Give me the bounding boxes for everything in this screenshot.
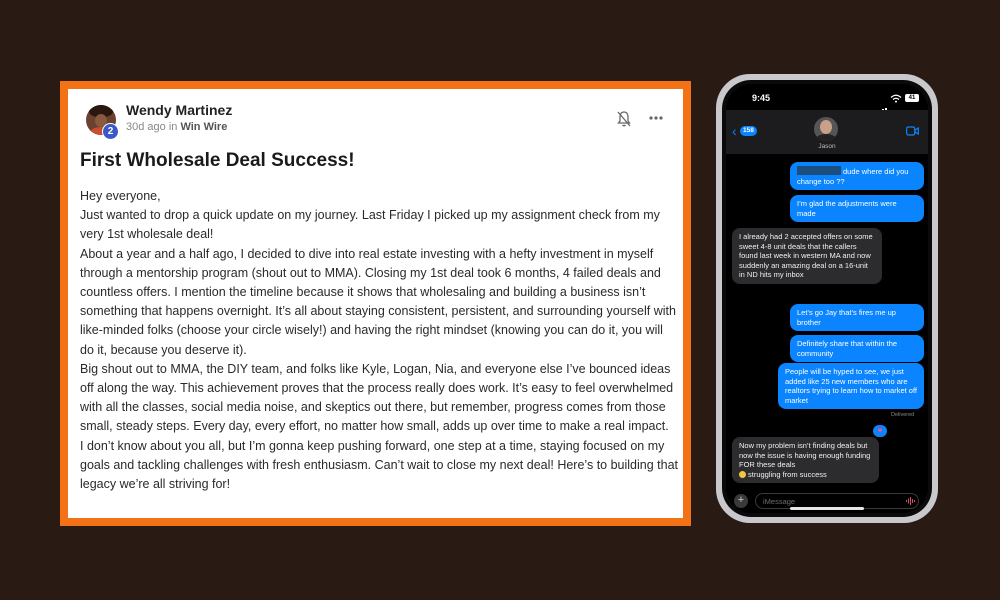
plus-icon[interactable]: +	[734, 494, 748, 508]
level-badge: 2	[102, 123, 119, 140]
more-icon[interactable]	[648, 113, 664, 123]
wifi-icon	[890, 94, 902, 103]
home-indicator	[790, 507, 864, 510]
redacted-name	[797, 166, 841, 175]
post-paragraph: I don’t know about you all, but I’m gonna keep pushing forward, one step at a time, staying focused on my goals and tackling challenges with fresh enthusiasm. Can’t wait to close my next deal! Here’s to building that legacy we’re all striving for!	[80, 438, 679, 492]
post-paragraph: Just wanted to drop a quick update on my journey. Last Friday I picked up my assignment check from my very 1st wholesale deal!	[80, 208, 660, 242]
message-bubble[interactable]: I already had 2 accepted offers on some sweet 4-8 unit deals that the callers found last week in western MA and now suddenly an amazing deal on a 16-unit in ND hits my inbox	[732, 228, 882, 284]
phone-screen	[726, 84, 928, 513]
message-bubble[interactable]: dude where did you change too ??	[790, 162, 924, 190]
post-paragraph: Big shout out to MMA, the DIY team, and folks like Kyle, Logan, Nia, and everyone else I’ve bounced ideas off along the way. This achievement proves that the process really does work. It’s easy to feel overwhelmed with all the classes, social media noise, and skeptics out there, but remember, progress comes from those small, steady steps. Every day, every effort, no matter how small, adds up over time to make a real impact.	[80, 361, 674, 434]
post-card-frame	[60, 81, 691, 526]
emoji-icon	[739, 471, 746, 478]
status-time: 9:45	[752, 93, 771, 103]
post-paragraph: Hey everyone,	[80, 189, 161, 203]
post-card	[68, 89, 683, 518]
delivered-label: Delivered	[891, 412, 915, 418]
conversation-header	[726, 110, 928, 154]
post-meta	[126, 121, 227, 133]
post-paragraph: About a year and a half ago, I decided to dive into real estate investing with a hefty investment in myself through a mentorship program (shout out to MMA). Closing my 1st deal took 6 months, 4 failed deals and countless offers. I mention the timeline because it shows that wholesaling and building a business isn’t something that happens overnight. It’s all about staying consistent, persistent, and surrounding yourself with like-minded folks (choose your circle wisely!) and having the right mindset (knowing you can do it, you will do it, because you deserve it).	[80, 246, 676, 357]
unread-count-badge[interactable]: 158	[740, 126, 757, 136]
contact-avatar[interactable]	[814, 117, 838, 141]
audio-icon[interactable]	[906, 497, 916, 505]
author-name[interactable]: Wendy Martinez	[126, 102, 233, 118]
back-chevron-icon[interactable]: ‹	[732, 123, 737, 139]
message-bubble[interactable]: I’m glad the adjustments were made	[790, 195, 924, 222]
phone-bezel	[722, 80, 932, 517]
post-title: First Wholesale Deal Success!	[80, 150, 355, 171]
time-ago: 30d ago in	[126, 121, 178, 133]
message-bubble[interactable]: Let’s go Jay that’s fires me up brother	[790, 304, 924, 331]
battery-icon: 41	[905, 94, 919, 102]
contact-name[interactable]: Jason	[818, 143, 836, 150]
heart-icon[interactable]: ♥	[873, 425, 887, 437]
bell-icon[interactable]	[616, 110, 632, 128]
message-bubble[interactable]: People will be hyped to see, we just added like 25 new members who are realtors trying to learn how to market off market	[778, 363, 924, 409]
video-icon[interactable]	[906, 126, 919, 136]
message-bubble[interactable]: Definitely share that within the community	[790, 335, 924, 362]
status-icons	[876, 93, 920, 103]
post-body	[80, 187, 678, 494]
phone-mockup	[716, 74, 938, 523]
group-link[interactable]: Win Wire	[180, 121, 228, 133]
message-bubble[interactable]: Now my problem isn’t finding deals but now the issue is having enough funding FOR these deals struggling from success	[732, 437, 879, 483]
